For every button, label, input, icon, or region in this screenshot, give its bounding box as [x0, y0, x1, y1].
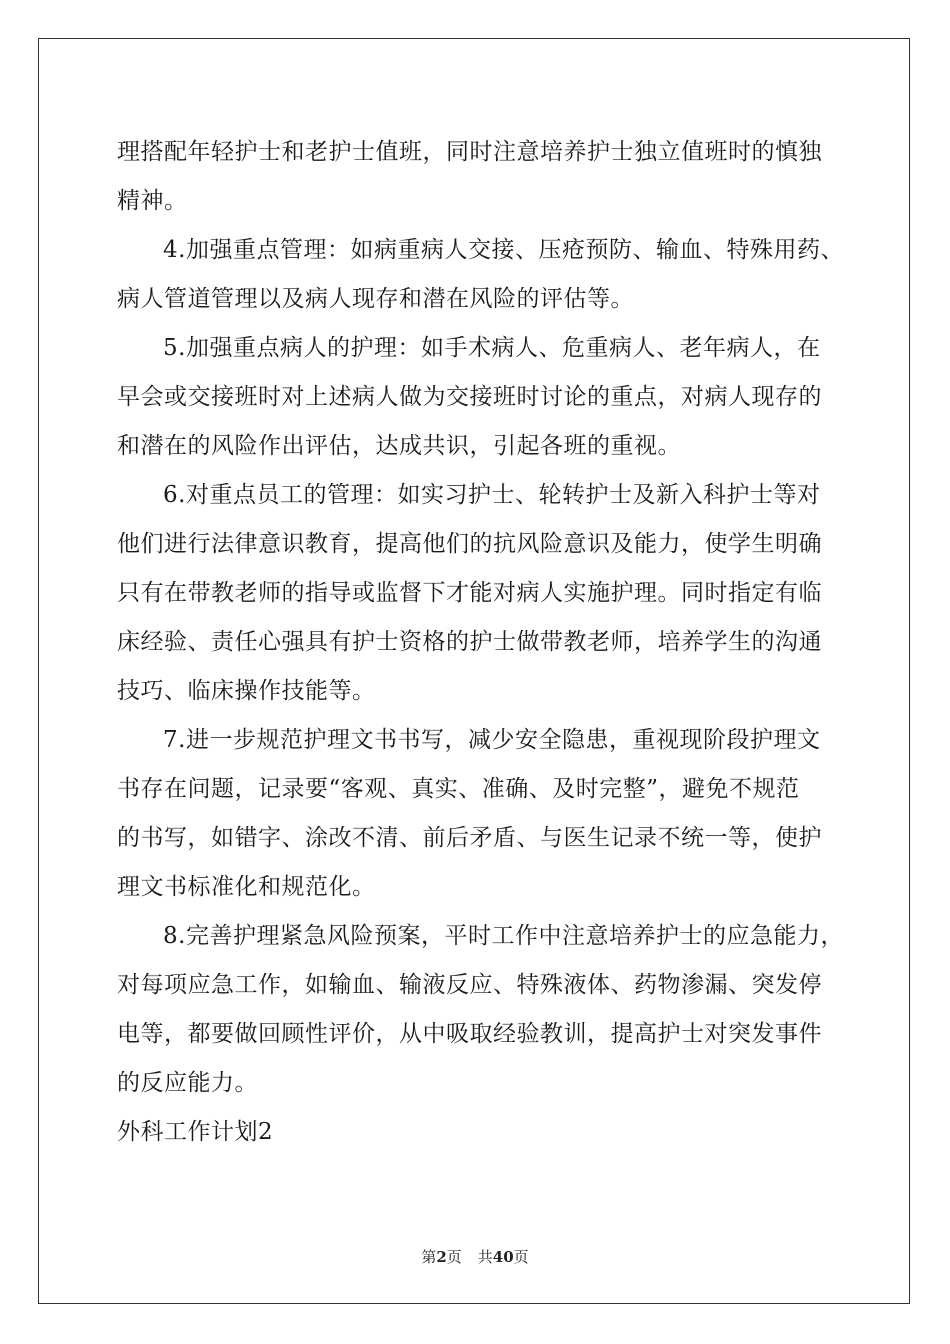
page-number: 2	[436, 1248, 447, 1266]
total-suffix: 页	[513, 1248, 529, 1266]
section-heading: 外科工作计划2	[117, 1119, 274, 1145]
page-suffix: 页	[446, 1248, 462, 1266]
text-line: 精神。	[117, 188, 188, 214]
text-line: 书存在问题，记录要“客观、真实、准确、及时完整”，避免不规范	[117, 776, 800, 802]
text-line: 8.完善护理紧急风险预案，平时工作中注意培养护士的应急能力，	[163, 923, 844, 949]
text-line: 5.加强重点病人的护理：如手术病人、危重病人、老年病人，在	[163, 335, 821, 361]
text-line: 只有在带教老师的指导或监督下才能对病人实施护理。同时指定有临	[117, 580, 822, 606]
text-line: 技巧、临床操作技能等。	[117, 678, 376, 704]
text-line: 6.对重点员工的管理：如实习护士、轮转护士及新入科护士等对	[163, 482, 821, 508]
text-line: 7.进一步规范护理文书书写，减少安全隐患，重视现阶段护理文	[163, 727, 821, 753]
text-line: 理搭配年轻护士和老护士值班，同时注意培养护士独立值班时的慎独	[117, 139, 822, 165]
text-line: 他们进行法律意识教育，提高他们的抗风险意识及能力，使学生明确	[117, 531, 822, 557]
text-line: 对每项应急工作，如输血、输液反应、特殊液体、药物渗漏、突发停	[117, 972, 822, 998]
total-pages: 40	[492, 1248, 514, 1266]
text-line: 和潜在的风险作出评估，达成共识，引起各班的重视。	[117, 433, 681, 459]
text-line: 4.加强重点管理：如病重病人交接、压疮预防、输血、特殊用药、	[163, 237, 844, 263]
page-footer	[0, 1246, 950, 1267]
page-prefix: 第	[421, 1248, 437, 1266]
text-line: 病人管道管理以及病人现存和潜在风险的评估等。	[117, 286, 634, 312]
text-line: 床经验、责任心强具有护士资格的护士做带教老师，培养学生的沟通	[117, 629, 822, 655]
text-line: 早会或交接班时对上述病人做为交接班时讨论的重点，对病人现存的	[117, 384, 822, 410]
total-prefix: 共	[477, 1248, 493, 1266]
document-body	[117, 128, 852, 1157]
text-line: 的反应能力。	[117, 1070, 258, 1096]
text-line: 的书写，如错字、涂改不清、前后矛盾、与医生记录不统一等，使护	[117, 825, 822, 851]
text-line: 理文书标准化和规范化。	[117, 874, 376, 900]
text-line: 电等，都要做回顾性评价，从中吸取经验教训，提高护士对突发事件	[117, 1021, 822, 1047]
